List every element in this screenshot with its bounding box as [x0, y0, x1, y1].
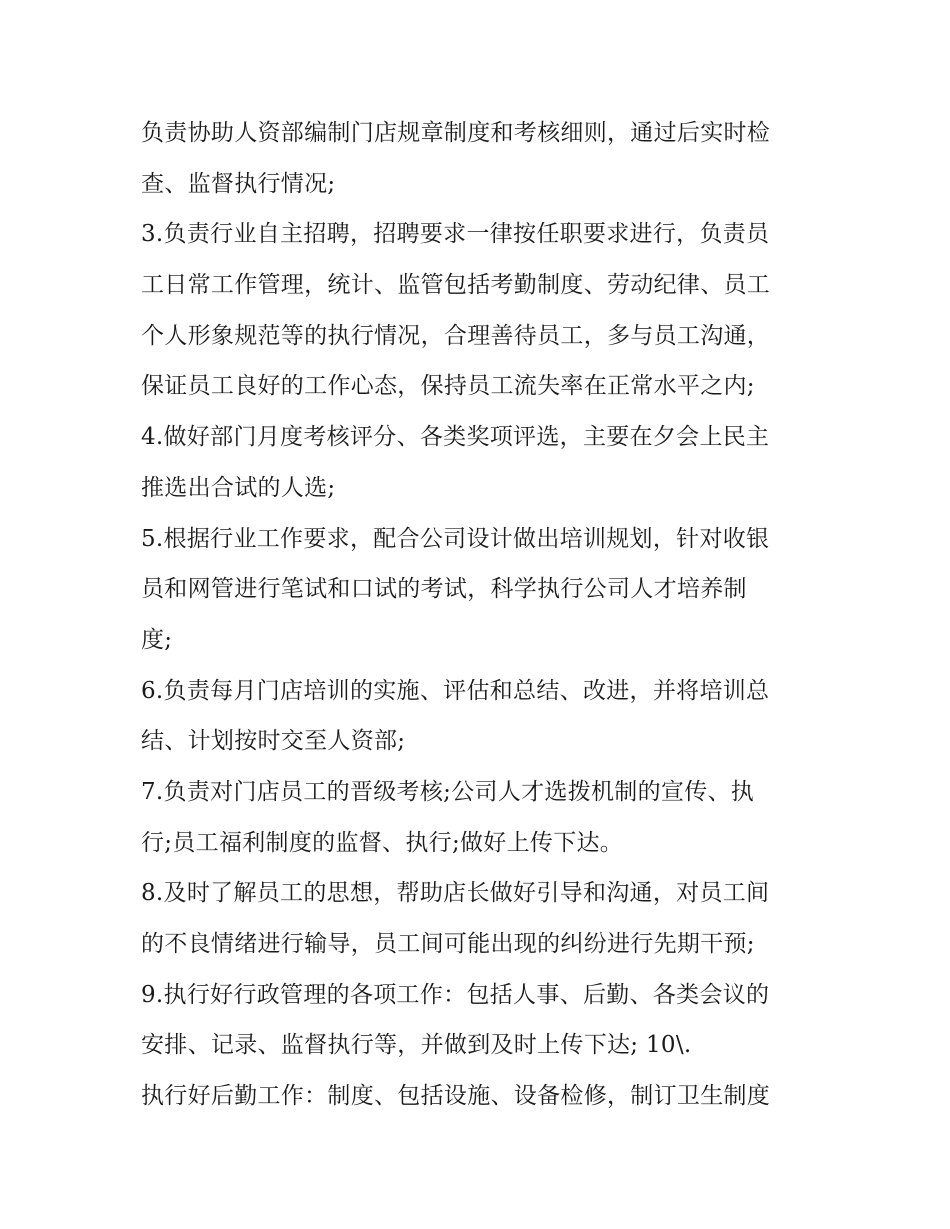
- text-line: 查、监督执行情况;: [141, 170, 336, 197]
- text-line: 负责协助人资部编制门店规章制度和考核细则，通过后实时检: [141, 120, 771, 146]
- text-line: 度;: [141, 626, 173, 653]
- text-line: 结、计划按时交至人资部;: [141, 728, 406, 755]
- text-line: 7.负责对门店员工的晋级考核;公司人才选拨机制的宣传、执: [141, 778, 755, 805]
- text-line: 8.及时了解员工的思想，帮助店长做好引导和沟通，对员工间: [141, 880, 770, 907]
- text-line: 3.负责行业自主招聘，招聘要求一律按任职要求进行，负责员: [141, 221, 770, 248]
- text-line: 保证员工良好的工作心态，保持员工流失率在正常水平之内;: [141, 373, 755, 400]
- text-line: 6.负责每月门店培训的实施、评估和总结、改进，并将培训总: [141, 677, 770, 704]
- text-line: 员和网管进行笔试和口试的考试，科学执行公司人才培养制: [141, 576, 747, 603]
- text-line: 安排、记录、监督执行等，并做到及时上传下达; 10\.: [141, 1032, 692, 1059]
- text-line: 执行好后勤工作：制度、包括设施、设备检修，制订卫生制度: [141, 1083, 771, 1110]
- text-line: 个人形象规范等的执行情况，合理善待员工，多与员工沟通，: [141, 322, 771, 349]
- text-line: 推选出合试的人选;: [141, 474, 336, 501]
- text-line: 4.做好部门月度考核评分、各类奖项评选，主要在夕会上民主: [141, 424, 770, 451]
- text-line: 5.根据行业工作要求，配合公司设计做出培训规划，针对收银: [141, 525, 770, 552]
- document-body: [141, 108, 821, 1122]
- text-line: 行;员工福利制度的监督、执行;做好上传下达。: [141, 829, 624, 856]
- text-line: 的不良情绪进行输导，员工间可能出现的纠纷进行先期干预;: [141, 931, 755, 957]
- text-line: 工日常工作管理，统计、监管包括考勤制度、劳动纪律、员工: [141, 272, 771, 299]
- text-line: 9.执行好行政管理的各项工作：包括人事、后勤、各类会议的: [141, 981, 770, 1008]
